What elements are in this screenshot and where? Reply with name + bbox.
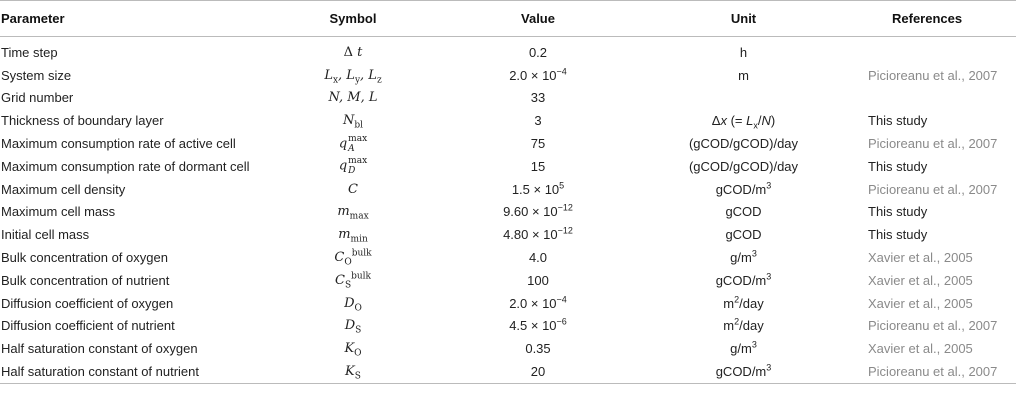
value-cell: $9.60 \times 10^{-12}$ bbox=[503, 203, 573, 220]
parameter-cell: Diffusion coefficient of nutrient bbox=[1, 318, 175, 334]
table-row bbox=[0, 337, 1016, 360]
header-symbol: Symbol bbox=[262, 1, 444, 37]
unit-cell: $g/m^3$ bbox=[730, 248, 757, 266]
symbol-cell: $K_O$ bbox=[344, 341, 362, 359]
value-cell: $2.0 \times 10^{-4}$ bbox=[509, 294, 567, 311]
table-body bbox=[0, 37, 1016, 384]
parameter-cell: Diffusion coefficient of oxygen bbox=[1, 295, 174, 311]
parameter-cell: Half saturation constant of oxygen bbox=[1, 341, 198, 357]
reference-cell: Picioreanu et al., 2007 bbox=[868, 136, 998, 152]
unit-cell: Δx (= $L_x/N$) bbox=[711, 113, 776, 131]
parameter-cell: Half saturation constant of nutrient bbox=[0, 360, 262, 383]
value-cell: 4.0 bbox=[528, 250, 548, 266]
reference-cell: This study bbox=[868, 113, 928, 129]
parameter-cell: Maximum consumption rate of dormant cell bbox=[1, 158, 250, 174]
value-cell: 15 bbox=[530, 158, 546, 174]
reference-cell bbox=[855, 87, 1016, 110]
reference-cell: Xavier et al., 2005 bbox=[868, 295, 973, 311]
reference-cell: Xavier et al., 2005 bbox=[868, 341, 973, 357]
symbol-cell: q max D bbox=[338, 156, 368, 177]
symbol-cell: $K_S$ bbox=[262, 360, 444, 383]
unit-cell bbox=[632, 87, 855, 110]
table-row bbox=[0, 109, 1016, 132]
header-references: References bbox=[855, 1, 1016, 37]
parameter-cell: Maximum consumption rate of active cell bbox=[1, 136, 236, 152]
unit-cell: m bbox=[738, 67, 749, 83]
reference-cell: Picioreanu et al., 2007 bbox=[868, 181, 998, 197]
symbol-cell: $m_{min}$ bbox=[338, 227, 368, 245]
symbol-cell: $D_O$ bbox=[344, 295, 362, 314]
unit-cell: $m^2$/day bbox=[723, 317, 764, 334]
parameter-cell: Bulk concentration of nutrient bbox=[1, 272, 170, 288]
reference-cell: Xavier et al., 2005 bbox=[868, 272, 973, 288]
table-row bbox=[0, 132, 1016, 155]
value-cell: 75 bbox=[530, 136, 546, 152]
symbol-cell: $D_S$ bbox=[344, 318, 362, 337]
table-row bbox=[0, 178, 1016, 201]
value-cell: 20 bbox=[444, 360, 632, 383]
header-value: Value bbox=[444, 1, 632, 37]
value-cell: $4.80 \times 10^{-12}$ bbox=[503, 225, 573, 243]
parameter-cell: Time step bbox=[1, 44, 58, 60]
unit-cell: $g/m^3$ bbox=[730, 339, 757, 357]
unit-cell: gCOD/$m^3$ bbox=[715, 180, 772, 197]
unit-cell: (gCOD/gCOD)/day bbox=[688, 136, 799, 152]
table-row bbox=[0, 246, 1016, 269]
reference-cell: Xavier et al., 2005 bbox=[868, 250, 973, 266]
symbol-cell: $m_{max}$ bbox=[337, 204, 369, 223]
unit-cell: gCOD bbox=[725, 204, 762, 220]
value-cell: 0.35 bbox=[525, 341, 551, 357]
symbol-cell: q max A bbox=[338, 133, 368, 154]
value-cell: $1.5 \times 10^5$ bbox=[511, 180, 565, 197]
table-row bbox=[0, 360, 1016, 383]
reference-cell: This study bbox=[868, 227, 928, 243]
parameter-cell: Maximum cell density bbox=[1, 181, 126, 197]
symbol-cell: $N_{bl}$ bbox=[342, 113, 363, 131]
symbol-cell: $L_x$, $L_y$, $L_z$ bbox=[324, 67, 382, 86]
value-cell: 3 bbox=[534, 113, 542, 129]
parameter-cell: System size bbox=[1, 67, 72, 83]
reference-cell: Picioreanu et al., 2007 bbox=[868, 67, 998, 83]
parameter-cell: Maximum cell mass bbox=[1, 204, 116, 220]
unit-cell: gCOD/$m^3$ bbox=[632, 360, 855, 383]
symbol-cell: $C_O^{bulk}$ bbox=[334, 248, 372, 268]
reference-cell: Picioreanu et al., 2007 bbox=[855, 360, 1016, 383]
parameter-cell: Bulk concentration of oxygen bbox=[1, 250, 168, 266]
unit-cell: h bbox=[739, 44, 748, 60]
reference-cell: This study bbox=[868, 158, 928, 174]
symbol-cell: C bbox=[348, 181, 358, 197]
unit-cell: gCOD/$m^3$ bbox=[715, 271, 772, 288]
table-row bbox=[0, 37, 1016, 64]
table-header bbox=[0, 1, 1016, 37]
value-cell: 0.2 bbox=[528, 44, 548, 60]
table-row bbox=[0, 315, 1016, 338]
table-row bbox=[0, 64, 1016, 87]
table-row bbox=[0, 155, 1016, 178]
header-parameter: Parameter bbox=[0, 1, 262, 37]
symbol-cell: Δ t bbox=[343, 44, 363, 60]
parameter-cell: Thickness of boundary layer bbox=[1, 113, 164, 129]
table-row bbox=[0, 269, 1016, 292]
reference-cell: Picioreanu et al., 2007 bbox=[868, 318, 998, 334]
value-cell: 33 bbox=[530, 90, 546, 106]
parameter-cell: Initial cell mass bbox=[1, 227, 90, 243]
table-row bbox=[0, 292, 1016, 315]
unit-cell: $m^2$/day bbox=[723, 294, 764, 311]
symbol-cell: $C_S^{bulk}$ bbox=[334, 271, 371, 291]
table-row bbox=[0, 223, 1016, 246]
unit-cell: (gCOD/gCOD)/day bbox=[688, 158, 799, 174]
unit-cell: gCOD bbox=[725, 227, 762, 243]
table-row bbox=[0, 201, 1016, 224]
value-cell: $2.0 \times 10^{-4}$ bbox=[509, 66, 567, 83]
value-cell: $4.5 \times 10^{-6}$ bbox=[509, 317, 567, 334]
header-unit: Unit bbox=[632, 1, 855, 37]
symbol-cell: N, M, L bbox=[328, 90, 378, 106]
reference-cell bbox=[855, 37, 1016, 64]
table-row bbox=[0, 87, 1016, 110]
parameter-cell: Grid number bbox=[1, 90, 74, 106]
value-cell: 100 bbox=[527, 272, 549, 288]
reference-cell: This study bbox=[868, 204, 928, 220]
